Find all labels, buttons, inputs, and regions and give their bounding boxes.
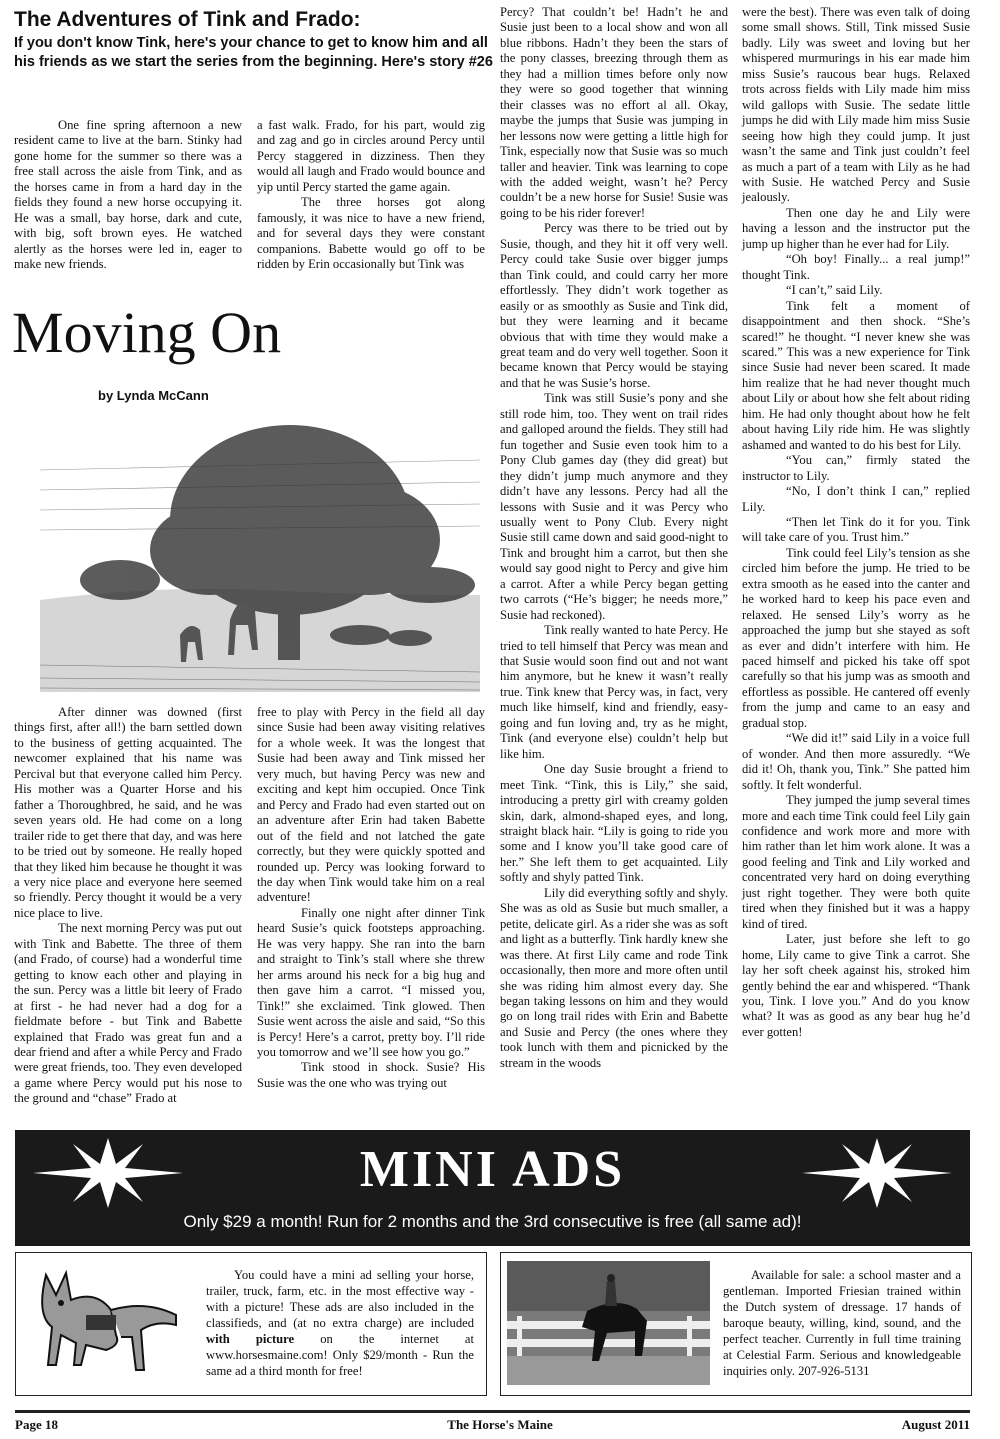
paragraph: Percy? That couldn’t be! Hadn’t he and Susie just been to a local show and won all blue ribbons. Hadn’t they been the stars of the pony classes, breezing through them as they had a million times before only now they were so good together that winning their classes was no effort al all. Okay, maybe the jumps that Susie was jumping in her lessons now were getting a little high for Tink, especially now that Susie was so much taller and heavier. Tink was learning to cope with the added weight, wasn’t he? Percy couldn’t be a new horse for Susie! Susie was going to be his rider forever! xyxy=(500,5,728,220)
paragraph: Lily did everything softly and shyly. She was as old as Susie but much smaller, a petite, delicate girl. As a rider she was as soft and light as a butterfly. Tink hardly knew she was there. At first Lily came and rode Tink occasionally, then more and more often until she was riding him almost every day. She began taking lessons on him and they would go on long trail rides with Erin and Babette and Susie and Percy (the ones where they took lunch with them and picnicked by the stream in the woods xyxy=(500,885,728,1070)
paragraph: were the best). There was even talk of doing some small shows. Still, Tink missed Susie badly. Lily was sweet and loving but her whispered murmurings in his ear made him miss Susie’s raucous bear hugs. Relaxed trots across fields with Lily made him miss wild gallops with Susie. The sedate little jumps he did with Lily made him miss Susie seeing how high they could jump. It just wasn’t the same and Tink just couldn’t feel as much a part of a team with Lily as he had with Susie. He watched Percy and Susie jealously. xyxy=(742,5,970,205)
mini-ads-title: MINI ADS xyxy=(359,1141,626,1198)
ad-text: on the internet at www.horsesmaine.com! Only $29/month - Run the same ad a third month for free! xyxy=(206,1332,474,1378)
paragraph: “I can’t,” said Lily. xyxy=(786,283,883,298)
paragraph: “You can,” firmly stated the instructor to Lily. xyxy=(742,453,970,483)
publication-name: The Horse's Maine xyxy=(447,1417,553,1432)
paragraph: “No, I don’t think I can,” replied Lily. xyxy=(742,484,970,514)
series-title: The Adventures of Tink and Frado: xyxy=(14,8,361,31)
mini-ads-banner xyxy=(15,1130,970,1246)
series-subtitle: If you don't know Tink, here's your chance to get to know him and all his friends as we start the series from the beginning. Here's story #26 xyxy=(14,35,493,70)
intro-column-2 xyxy=(257,118,485,273)
mini-ad-text xyxy=(206,1267,474,1379)
ad-text: You could have a mini ad selling your horse, trailer, truck, farm, etc. in the most effective way - with a picture! These ads are also included in the classifieds, and (at no extra charge) are included xyxy=(206,1268,474,1330)
paragraph: The three horses got along famously, it was nice to have a new friend, and for several days they were constant companions. Babette would go off to be ridden by Erin occasionally but Tink was xyxy=(257,195,485,272)
story-column-3 xyxy=(500,5,728,1071)
byline: by Lynda McCann xyxy=(98,388,209,403)
paragraph: After dinner was downed (first things first, after all!) the barn settled down to the business of getting acquainted. The newcomer explained that his name was Percival but that everyone called him Percy. His mother was a Quarter Horse and his father a Thoroughbred, he said, and he was seven years old. He had come on a long trailer ride to get there that day, and was here to be tried out by someone. He really hoped that they liked him because he thought it was a very nice place and everyone here seemed so friendly. Percy thought it would be a very nice place to live. xyxy=(14,705,242,920)
ad-text-bold: with picture xyxy=(206,1332,295,1346)
paragraph: One day Susie brought a friend to meet Tink. “Tink, this is Lily,” she said, introducing a pretty girl with creamy golden skin, dark, almond-shaped eyes, and long, straight black hair. “Lily is going to ride you some and I know you’ll take good care of her.” She left them to get acquainted. Lily softly and shyly patted Tink. xyxy=(500,762,728,885)
horse-photo xyxy=(507,1261,710,1385)
issue-date: August 2011 xyxy=(901,1417,970,1432)
mini-ad-box xyxy=(500,1252,972,1396)
paragraph: Then one day he and Lily were having a lesson and the instructor put the jump up higher than he ever had for Lily. xyxy=(742,205,970,251)
paragraph: free to play with Percy in the field all day since Susie had been away visiting relatives for a whole week. It was the longest that Susie had been away and Tink missed her very much, but having Percy was new and exciting and kept him occupied. Once Tink and Percy and Frado had even started out on an adventure after Erin had taken Babette out of the field and not latched the gate correctly, but they were quickly spotted and rounded up. Percy was looking forward to the day when Tink would take him on a real adventure! xyxy=(257,705,485,905)
footer-rule xyxy=(15,1410,970,1413)
paragraph: Tink was still Susie’s pony and she still rode him, too. They went on trail rides and galloped around the fields. They still had fun together and Susie even took him to a Pony Club games day (they did great) but they didn’t jump much anymore and they didn’t have any lessons. Percy had all the lessons with Susie and it was Percy who usually went to Pony Club. Every night Susie still came down and said good-night to Tink and brought him a carrot, but then she would say good night to Percy and give him a carrot. After a while Percy began getting two carrots (“He’s bigger; he needs more,” Susie had reckoned). xyxy=(500,391,728,622)
paragraph: Finally one night after dinner Tink heard Susie’s quick footsteps approaching. He was very happy. She ran into the barn and straight to Tink’s stall where she threw her arms around his neck for a big hug and then gave him a carrot. “I missed you, Tink!” she exclaimed. Tink glowed. Then Susie went across the aisle and said, “So this is Percy! Here’s a carrot, pretty boy. I’ll ride you tomorrow and we’ll see how you go.” xyxy=(257,905,485,1059)
story-column-2 xyxy=(257,705,485,1091)
mini-ad-text xyxy=(723,1267,961,1379)
paragraph: The next morning Percy was put out with Tink and Babette. The three of them (and Frado, of course) had a wonderful time getting to know each other and playing in the sun. Percy was a little bit leery of Frado at first - he had never had a dog for a fieldmate before - but Tink and Babette explained that Frado was great fun and a dear friend and after a while Percy and Frado were great friends, too. They even developed a game where Percy would put his nose to the ground and “chase” Frado at xyxy=(14,921,242,1106)
paragraph: Tink really wanted to hate Percy. He tried to tell himself that Percy was mean and that Susie would soon find out and not want him anymore, but he knew it wasn’t really true. Tink knew that Percy was, in fact, very much like himself, kind and friendly, easy-going and fun loving and, try as he might, Tink (and everyone else) couldn’t help but like him. xyxy=(500,623,728,761)
story-title: Moving On xyxy=(12,300,282,365)
story-column-4 xyxy=(742,5,970,1040)
paragraph: “Oh boy! Finally... a real jump!” thought Tink. xyxy=(742,252,970,282)
paragraph: Tink felt a moment of disappointment and then shock. “She’s scared!” he thought. “I never knew she was scared.” This was a new experience for Tink since Susie had never been scared. It made him realize that he had never thought much about Lily or about how she felt about riding him. He had only thought about how he felt about having Lily ride him. He was slightly ashamed and wanted to do his best for Lily. xyxy=(742,298,970,452)
paragraph: “We did it!” said Lily in a voice full of wonder. And then more assuredly. “We did it! Oh, thank you, Tink.” She patted him softly. It felt wonderful. xyxy=(742,731,970,792)
paragraph: Later, just before she left to go home, Lily came to give Tink a carrot. She lay her soft cheek against his, stroked him gently behind the ear and whispered. “Thank you, Tink. I love you.” And do you know what? It was as good as any bear hug he’d ever gotten! xyxy=(742,932,970,1039)
paragraph: “Then let Tink do it for you. Tink will take care of you. Trust him.” xyxy=(742,514,970,545)
engraving-illustration xyxy=(40,410,480,692)
paragraph: Tink could feel Lily’s tension as she circled him before the jump. He tried to be extra smooth as he eased into the canter and he worked hard to keep his pace even and relaxed. He sensed Lily’s worry as he approached the jump but she stayed as soft as ever and didn’t interfere with him. He paced himself and picked his take off spot carefully so that his jump was as smooth and effortless as possible. He cantered off evenly from the jump and came to an easy and gradual stop. xyxy=(742,545,970,730)
ad-text: Available for sale: a school master and a gentleman. Imported Friesian trained within the Dutch system of dressage. 17 hands of baroque beauty, willing, kind, sound, and the perfect teacher. Currently in full time training at Celestial Farm. Serious and knowledgeable inquiries only. 207-926-5131 xyxy=(723,1268,961,1378)
intro-column-1 xyxy=(14,118,242,273)
paragraph: Percy was there to be tried out by Susie, though, and they hit it off very well. Percy could take Susie over bigger jumps than Tink could, and could carry her more effortlessly. They didn’t work together as easily or as smoothly as Susie and Tink did, but they were learning and it became obvious that with time they would make a great team and do very well together. Soon it became known that Percy would be staying and that he was Susie’s horse. xyxy=(500,221,728,390)
story-column-1 xyxy=(14,705,242,1107)
mini-ad-box xyxy=(15,1252,487,1396)
paragraph: One fine spring afternoon a new resident came to live at the barn. Stinky had gone home for the summer so there was a free stall across the aisle from Tink, and as the horses came in from a hard day in the fields they found a new horse occupying it. He was a small, bay horse, dark and cute, with big, soft brown eyes. He watched alertly as the horses were led in, eager to make new friends. xyxy=(14,118,242,272)
paragraph: They jumped the jump several times more and each time Tink could feel Lily gain confidence and work more and more with him rather than let him work alone. It was a good feeling and Tink and Lily worked and concentrated very hard on doing everything just right together. They were both quite tired when they finished but it was a happy kind of tired. xyxy=(742,793,970,931)
page-number: Page 18 xyxy=(15,1417,58,1432)
cartoon-horse-icon xyxy=(26,1265,191,1383)
paragraph: a fast walk. Frado, for his part, would zig and zag and go in circles around Percy until Percy staggered in dizziness. Then they would all laugh and Frado would bounce and yip until Percy started the game again. xyxy=(257,118,485,194)
mini-ads-subtitle: Only $29 a month! Run for 2 months and the 3rd consecutive is free (all same ad)! xyxy=(183,1212,802,1231)
paragraph: Tink stood in shock. Susie? His Susie was the one who was trying out xyxy=(257,1060,485,1090)
